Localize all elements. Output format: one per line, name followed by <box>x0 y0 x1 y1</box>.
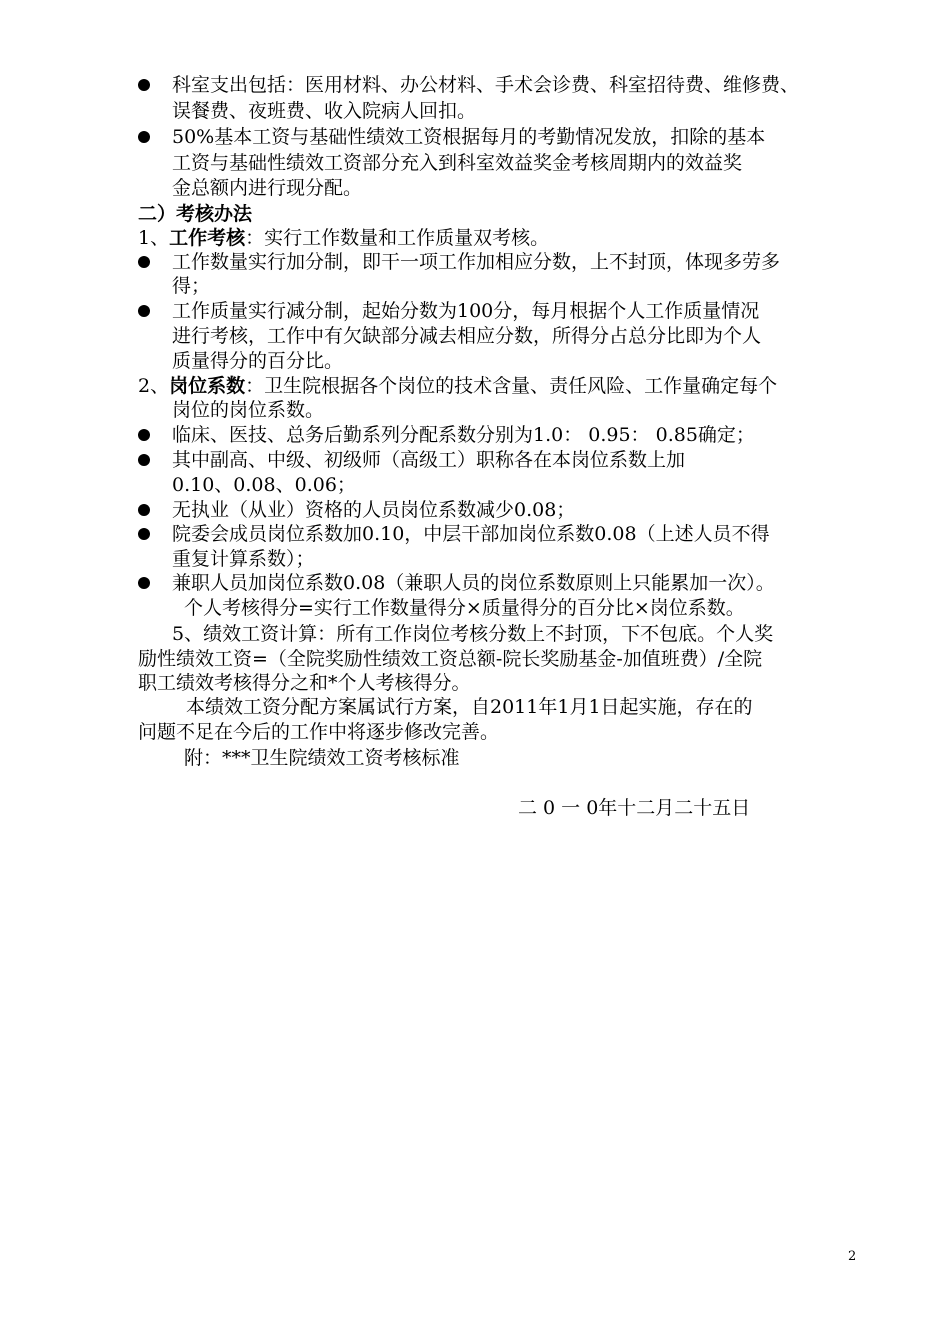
bullet-icon <box>138 429 150 441</box>
text-line: 50%基本工资与基础性绩效工资根据每月的考勤情况发放，扣除的基本 <box>172 126 766 148</box>
text-line: 工作数量实行加分制，即干一项工作加相应分数，上不封顶，体现多劳多 <box>172 251 781 273</box>
item-text: ：卫生院根据各个岗位的技术含量、责任风险、工作量确定每个 <box>245 375 778 397</box>
bullet-icon <box>138 577 150 589</box>
text-line: 问题不足在今后的工作中将逐步修改完善。 <box>138 721 500 743</box>
text-line: 励性绩效工资=（全院奖励性绩效工资总额-院长奖励基金-加值班费）/全院 <box>138 648 763 670</box>
item-line <box>138 226 549 250</box>
item-line <box>138 374 777 398</box>
text-line: 重复计算系数）； <box>172 548 315 570</box>
page-number: 2 <box>848 1249 857 1264</box>
bullet-icon <box>138 454 150 466</box>
text-line: 无执业（从业）资格的人员岗位系数减少0.08； <box>172 499 576 521</box>
text-line: 科室支出包括：医用材料、办公材料、手术会诊费、科室招待费、维修费、 <box>172 74 800 96</box>
attachment-line: 附：***卫生院绩效工资考核标准 <box>184 747 460 769</box>
item-text: ：实行工作数量和工作质量双考核。 <box>245 227 550 249</box>
text-line: 5、绩效工资计算：所有工作岗位考核分数上不封顶，下不包底。个人奖 <box>172 623 774 645</box>
text-line: 工资与基础性绩效工资部分充入到科室效益奖金考核周期内的效益奖 <box>172 152 743 174</box>
bullet-icon <box>138 504 150 516</box>
formula-line: 个人考核得分=实行工作数量得分×质量得分的百分比×岗位系数。 <box>184 597 745 619</box>
text-line: 质量得分的百分比。 <box>172 350 344 372</box>
text-line: 进行考核，工作中有欠缺部分减去相应分数，所得分占总分比即为个人 <box>172 325 762 347</box>
text-line: 兼职人员加岗位系数0.08（兼职人员的岗位系数原则上只能累加一次）。 <box>172 572 775 594</box>
text-line: 得； <box>172 275 211 297</box>
text-line: 工作质量实行减分制，起始分数为100分，每月根据个人工作质量情况 <box>172 300 760 322</box>
text-line: 院委会成员岗位系数加0.10，中层干部加岗位系数0.08（上述人员不得 <box>172 523 770 545</box>
text-line: 临床、医技、总务后勤系列分配系数分别为1.0： 0.95： 0.85确定； <box>172 424 755 446</box>
text-line: 金总额内进行现分配。 <box>172 177 363 199</box>
signature-date: 二 0 一 0年十二月二十五日 <box>518 797 751 819</box>
bullet-icon <box>138 131 150 143</box>
item-number: 1、 <box>138 227 170 249</box>
text-line: 0.10、0.08、0.06； <box>172 474 356 496</box>
text-line: 误餐费、夜班费、收入院病人回扣。 <box>172 100 477 122</box>
item-title: 工作考核 <box>169 227 246 249</box>
text-line: 其中副高、中级、初级师（高级工）职称各在本岗位系数上加 <box>172 449 686 471</box>
bullet-icon <box>138 528 150 540</box>
bullet-icon <box>138 305 150 317</box>
text-line: 岗位的岗位系数。 <box>172 399 325 421</box>
text-line: 本绩效工资分配方案属试行方案，自2011年1月1日起实施，存在的 <box>186 696 753 718</box>
text-line: 职工绩效考核得分之和*个人考核得分。 <box>138 672 471 694</box>
bullet-icon <box>138 79 150 91</box>
item-number: 2、 <box>138 375 170 397</box>
item-title: 岗位系数 <box>169 375 246 397</box>
section-heading: 二）考核办法 <box>138 203 253 225</box>
bullet-icon <box>138 256 150 268</box>
